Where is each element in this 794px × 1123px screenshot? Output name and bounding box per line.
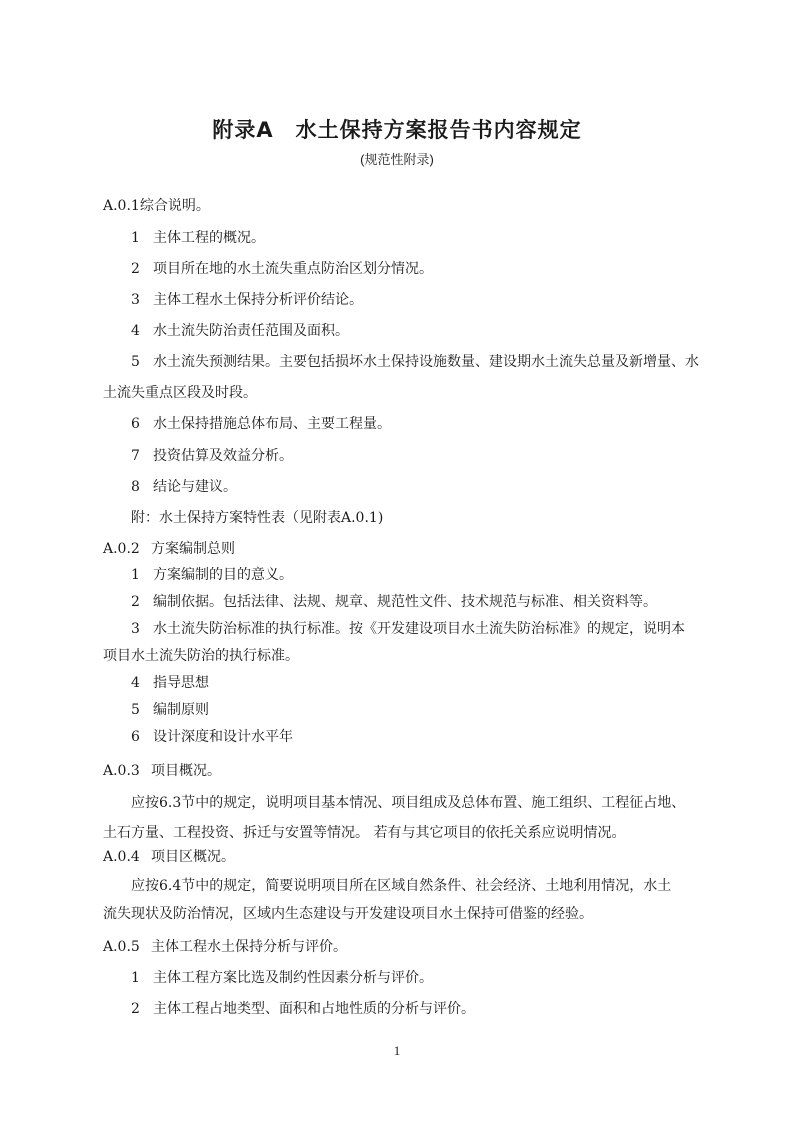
item-number: 4 xyxy=(131,323,140,339)
item-number: 2 xyxy=(131,594,140,610)
item-continuation: 项目水土流失防治的执行标准。 xyxy=(103,648,299,664)
section-a02-heading xyxy=(103,539,235,559)
list-item xyxy=(131,321,349,341)
item-number: 6 xyxy=(131,416,140,432)
item-text: 主体工程方案比选及制约性因素分析与评价。 xyxy=(153,970,433,986)
list-item xyxy=(131,727,293,747)
list-item xyxy=(131,565,293,585)
list-item xyxy=(131,228,265,248)
item-text: 主体工程占地类型、面积和占地性质的分析与评价。 xyxy=(153,1001,475,1017)
section-title: 主体工程水土保持分析与评价。 xyxy=(151,939,347,955)
section-number: A.0.5 xyxy=(103,939,140,955)
paragraph-line: 流失现状及防治情况，区域内生态建设与开发建设项目水土保持可借鉴的经验。 xyxy=(103,906,593,922)
item-text: 主体工程水土保持分析评价结论。 xyxy=(153,292,363,308)
item-text: 结论与建议。 xyxy=(153,479,237,495)
item-text: 水土流失预测结果。主要包括损坏水土保持设施数量、建设期水土流失总量及新增量、水 xyxy=(153,354,699,370)
list-item xyxy=(131,673,209,693)
list-item xyxy=(131,968,433,988)
list-item xyxy=(131,592,657,612)
item-number: 4 xyxy=(131,675,140,691)
item-number: 1 xyxy=(131,567,140,583)
item-number: 1 xyxy=(131,970,140,986)
item-number: 3 xyxy=(131,621,140,637)
appendix-note: 附：水土保持方案特性表（见附表A.0.1) xyxy=(131,510,384,526)
list-item xyxy=(131,700,209,720)
item-text: 水土流失防治标准的执行标准。按《开发建设项目水土流失防治标准》的规定，说明本 xyxy=(153,621,685,637)
appendix-label: 附录A xyxy=(212,118,274,142)
item-text: 主体工程的概况。 xyxy=(153,230,265,246)
paragraph-line: 应按6.3节中的规定，说明项目基本情况、项目组成及总体布置、施工组织、工程征占地、 xyxy=(131,795,686,811)
list-item xyxy=(131,477,237,497)
item-text: 项目所在地的水土流失重点防治区划分情况。 xyxy=(153,261,433,277)
item-number: 5 xyxy=(131,354,140,370)
item-number: 7 xyxy=(131,448,140,464)
item-text: 指导思想 xyxy=(153,675,209,691)
section-a01-heading: A.0.1综合说明。 xyxy=(103,198,210,214)
item-number: 2 xyxy=(131,261,140,277)
section-number: A.0.2 xyxy=(103,541,140,557)
item-text: 水土保持措施总体布局、主要工程量。 xyxy=(153,416,391,432)
section-number: A.0.4 xyxy=(103,849,140,865)
item-number: 8 xyxy=(131,479,140,495)
paragraph-line: 应按6.4节中的规定，简要说明项目所在区域自然条件、社会经济、土地利用情况，水土 xyxy=(131,878,672,894)
list-item xyxy=(131,619,685,639)
section-title: 项目概况。 xyxy=(151,763,221,779)
page-number: 1 xyxy=(393,1043,401,1058)
list-item xyxy=(131,446,293,466)
list-item xyxy=(131,290,363,310)
section-a04-heading xyxy=(103,847,235,867)
paragraph-line: 土石方量、工程投资、拆迁与安置等情况。 若有与其它项目的依托关系应说明情况。 xyxy=(103,825,626,841)
appendix-title: 水土保持方案报告书内容规定 xyxy=(295,118,582,142)
item-number: 5 xyxy=(131,702,140,718)
list-item xyxy=(131,352,699,372)
page-title xyxy=(0,116,794,144)
item-number: 1 xyxy=(131,230,140,246)
section-a03-heading xyxy=(103,761,221,781)
item-continuation: 土流失重点区段及时段。 xyxy=(103,385,257,401)
item-text: 编制原则 xyxy=(153,702,209,718)
list-item xyxy=(131,259,433,279)
item-text: 编制依据。包括法律、法规、规章、规范性文件、技术规范与标准、相关资料等。 xyxy=(153,594,657,610)
item-number: 3 xyxy=(131,292,140,308)
item-text: 方案编制的目的意义。 xyxy=(153,567,293,583)
list-item xyxy=(131,999,475,1019)
item-text: 水土流失防治责任范围及面积。 xyxy=(153,323,349,339)
section-number: A.0.3 xyxy=(103,763,140,779)
list-item xyxy=(131,414,391,434)
item-text: 设计深度和设计水平年 xyxy=(153,729,293,745)
section-title: 项目区概况。 xyxy=(151,849,235,865)
section-a05-heading xyxy=(103,937,347,957)
item-text: 投资估算及效益分析。 xyxy=(153,448,293,464)
section-title: 方案编制总则 xyxy=(151,541,235,557)
page-subtitle: (规范性附录) xyxy=(360,152,434,167)
item-number: 6 xyxy=(131,729,140,745)
item-number: 2 xyxy=(131,1001,140,1017)
